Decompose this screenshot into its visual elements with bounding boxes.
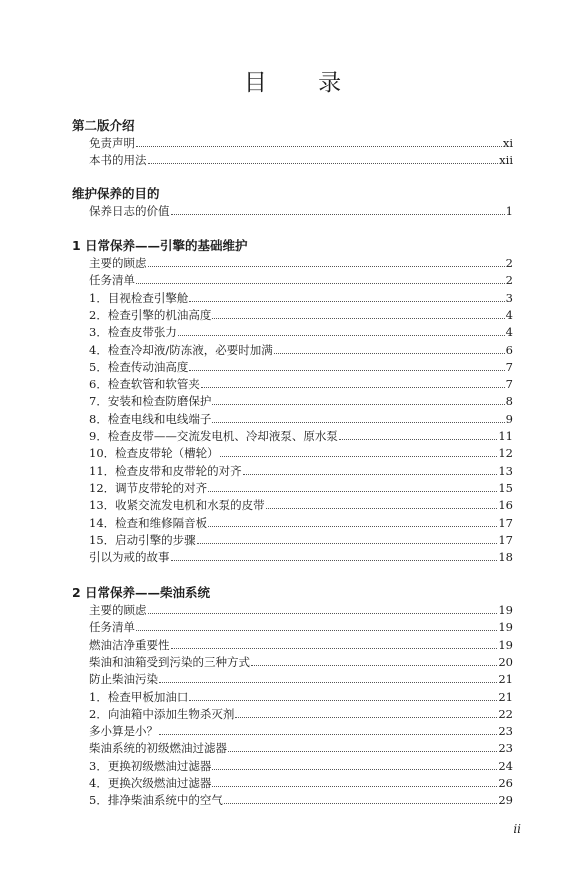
page-title: 目 录 [243, 70, 364, 96]
toc-entry-page: 7 [505, 377, 513, 392]
section-heading: 维护保养的目的 [72, 186, 160, 201]
toc-entry[interactable] [89, 152, 513, 168]
toc-entry[interactable] [89, 445, 513, 461]
leader-dots [178, 324, 505, 336]
leader-dots [171, 203, 505, 215]
toc-entry[interactable] [89, 671, 513, 687]
toc-entry-title: 1．检查甲板加油口 [89, 689, 189, 704]
toc-entry[interactable] [89, 428, 513, 444]
toc-entry-title: 7．安装和检查防磨保护 [89, 394, 212, 409]
toc-entry-page: xi [502, 136, 513, 150]
toc-entry[interactable] [89, 532, 513, 548]
toc-entry-page: 2 [505, 273, 513, 288]
toc-entry[interactable] [89, 135, 513, 151]
toc-entry[interactable] [89, 497, 513, 513]
toc-entry-page: 17 [498, 532, 513, 547]
toc-entry-page: 26 [498, 776, 513, 790]
toc-entry[interactable] [89, 393, 513, 409]
leader-dots [201, 376, 505, 388]
toc-entry-title: 4．检查冷却液/防冻液，必要时加满 [89, 342, 273, 357]
toc-entry-title: 11．检查皮带和皮带轮的对齐 [89, 463, 242, 478]
toc-entry-title: 13．收紧交流发电机和水泵的皮带 [89, 498, 265, 513]
toc-entry-title: 3．更换初级燃油过滤器 [89, 758, 212, 773]
toc-entry[interactable] [89, 376, 513, 392]
toc-entry-title: 主要的顾虑 [89, 256, 147, 270]
section-heading: 第二版介绍 [72, 118, 135, 133]
toc-entry[interactable] [89, 758, 513, 774]
toc-entry-title: 10．检查皮带轮（槽轮） [89, 446, 219, 461]
leader-dots [212, 775, 497, 787]
toc-entry-page: 4 [505, 325, 513, 340]
leader-dots [243, 463, 498, 475]
toc-entry[interactable] [89, 359, 513, 375]
toc-entry-title: 3．检查皮带张力 [89, 325, 177, 340]
leader-dots [159, 671, 497, 683]
toc-entry-title: 柴油系统的初级燃油过滤器 [89, 741, 227, 756]
leader-dots [136, 272, 505, 284]
toc-entry-title: 本书的用法 [89, 153, 147, 168]
toc-entry-page: 24 [498, 758, 513, 773]
leader-dots [208, 515, 497, 527]
toc-entry-page: 21 [498, 672, 513, 687]
toc-entry-title: 保养日志的价值 [89, 204, 170, 218]
toc-entry-title: 多小算是小？ [89, 724, 158, 739]
toc-entry-page: 19 [498, 603, 513, 617]
toc-entry[interactable] [89, 619, 513, 635]
toc-entry-title: 5．检查传动油高度 [89, 359, 189, 374]
toc-entry[interactable] [89, 602, 513, 618]
toc-entry-title: 4．更换次级燃油过滤器 [89, 776, 212, 790]
leader-dots [136, 619, 497, 631]
toc-entry-page: 20 [498, 654, 513, 669]
toc-entry[interactable] [89, 775, 513, 791]
toc-entry-page: 22 [498, 706, 513, 721]
toc-entry[interactable] [89, 740, 513, 756]
leader-dots [148, 255, 505, 267]
toc-entry-title: 防止柴油污染 [89, 672, 158, 687]
leader-dots [159, 723, 497, 735]
toc-entry-page: 15 [498, 480, 513, 495]
leader-dots [224, 792, 498, 804]
toc-entry[interactable] [89, 515, 513, 531]
toc-entry-title: 8．检查电线和电线端子 [89, 411, 212, 426]
toc-entry-page: 21 [498, 689, 513, 704]
toc-entry[interactable] [89, 255, 513, 271]
toc-entry[interactable] [89, 549, 513, 565]
toc-entry[interactable] [89, 203, 513, 219]
leader-dots [148, 152, 499, 164]
toc-entry-page: 1 [505, 204, 513, 218]
toc-entry-page: 11 [498, 429, 513, 443]
toc-entry[interactable] [89, 480, 513, 496]
leader-dots [189, 689, 497, 701]
toc-entry[interactable] [89, 792, 513, 808]
toc-entry-title: 免责声明 [89, 136, 135, 150]
leader-dots [212, 758, 497, 770]
toc-entry-page: 6 [505, 342, 513, 357]
toc-entry-title: 12．调节皮带轮的对齐 [89, 480, 208, 495]
leader-dots [148, 602, 498, 614]
toc-entry-page: 12 [498, 446, 513, 461]
toc-entry-title: 引以为戒的故事 [89, 550, 170, 565]
toc-entry-page: 18 [498, 550, 513, 565]
toc-entry-title: 任务清单 [89, 620, 135, 635]
leader-dots [212, 411, 504, 423]
toc-entry[interactable] [89, 654, 513, 670]
leader-dots [171, 549, 498, 561]
toc-entry[interactable] [89, 706, 513, 722]
page-number: ii [513, 822, 521, 836]
toc-entry[interactable] [89, 637, 513, 653]
toc-entry[interactable] [89, 307, 513, 323]
toc-entry-page: 7 [505, 359, 513, 374]
toc-entry-page: 2 [505, 256, 513, 270]
leader-dots [208, 480, 497, 492]
leader-dots [189, 290, 504, 302]
toc-entry-title: 1．目视检查引擎舱 [89, 290, 189, 305]
toc-entry-title: 柴油和油箱受到污染的三种方式 [89, 654, 250, 669]
toc-entry-title: 2．检查引擎的机油高度 [89, 307, 212, 322]
toc-entry-page: 13 [498, 463, 513, 478]
toc-entry[interactable] [89, 411, 513, 427]
leader-dots [189, 359, 504, 371]
toc-entry-title: 5．排净柴油系统中的空气 [89, 793, 223, 808]
toc-entry[interactable] [89, 723, 513, 739]
toc-entry-page: 8 [505, 394, 513, 409]
section-heading: 2 日常保养——柴油系统 [72, 585, 211, 600]
leader-dots [220, 445, 498, 457]
toc-entry-title: 14．检查和维修隔音板 [89, 515, 208, 530]
toc-entry-page: 4 [505, 307, 513, 322]
toc-entry[interactable] [89, 324, 513, 340]
leader-dots [212, 393, 504, 405]
toc-entry-page: 17 [498, 515, 513, 530]
toc-entry-page: xii [499, 153, 513, 168]
leader-dots [274, 342, 505, 354]
toc-entry-title: 15．启动引擎的步骤 [89, 532, 196, 547]
leader-dots [339, 428, 498, 440]
toc-entry-page: 16 [498, 498, 513, 513]
toc-entry[interactable] [89, 463, 513, 479]
leader-dots [251, 654, 497, 666]
leader-dots [228, 740, 497, 752]
section-heading: 1 日常保养——引擎的基础维护 [72, 238, 248, 253]
leader-dots [171, 637, 498, 649]
toc-entry[interactable] [89, 689, 513, 705]
toc-entry-page: 3 [505, 290, 513, 305]
toc-entry-page: 9 [505, 411, 513, 426]
leader-dots [235, 706, 497, 718]
toc-entry-title: 9．检查皮带——交流发电机、冷却液泵、原水泵 [89, 429, 338, 443]
leader-dots [212, 307, 504, 319]
toc-entry-title: 6．检查软管和软管夹 [89, 377, 200, 392]
toc-entry-page: 29 [498, 793, 513, 808]
toc-entry-title: 燃油洁净重要性 [89, 637, 170, 652]
leader-dots [197, 532, 498, 544]
leader-dots [266, 497, 498, 509]
toc-entry-page: 19 [498, 620, 513, 635]
toc-entry[interactable] [89, 290, 513, 306]
toc-entry-page: 23 [498, 741, 513, 756]
toc-entry[interactable] [89, 272, 513, 288]
toc-entry-page: 19 [498, 637, 513, 652]
toc-entry-title: 2．向油箱中添加生物杀灭剂 [89, 706, 235, 721]
toc-entry-title: 主要的顾虑 [89, 603, 147, 617]
toc-entry[interactable] [89, 342, 513, 358]
toc-entry-page: 23 [498, 724, 513, 739]
leader-dots [136, 135, 502, 147]
toc-entry-title: 任务清单 [89, 273, 135, 288]
